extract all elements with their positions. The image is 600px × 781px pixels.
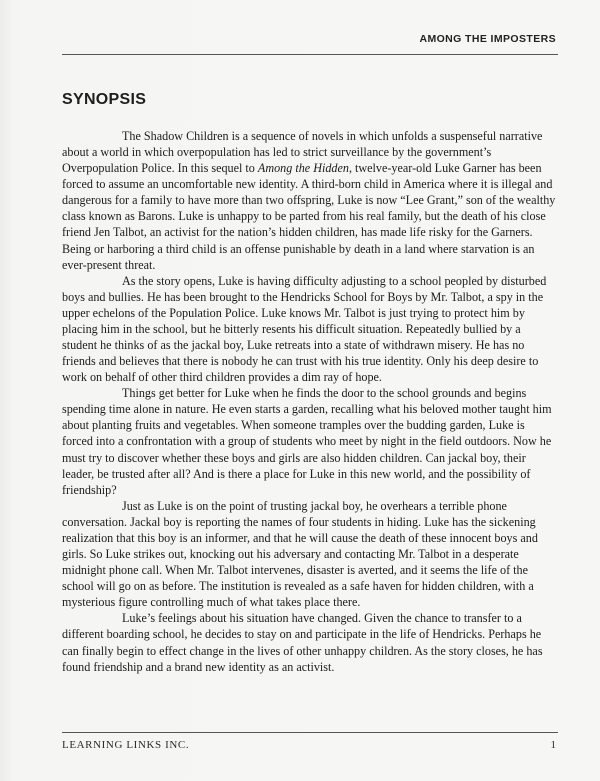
running-header: AMONG THE IMPOSTERS xyxy=(419,33,556,45)
paragraph-3: Things get better for Luke when he finds the door to the school grounds and begins spending time alone in nature. He even starts a garden, recalling what his beloved mother taught him about planting fruits and vegetables. When someone tramples over the budding garden, Luke is forced into a confrontation with a group of students who meet by night in the field outdoors. Now he must try to discover whether these boys and girls are also hidden children. Can jackal boy, their leader, be trusted after all? And is there a place for Luke in this new world, and the possibility of friendship? xyxy=(62,386,552,497)
book-title-italic: Among the Hidden xyxy=(257,161,349,176)
header-rule xyxy=(62,54,558,55)
section-heading: SYNOPSIS xyxy=(62,91,147,108)
paragraph-4: Just as Luke is on the point of trusting jackal boy, he overhears a terrible phone conversation. Jackal boy is reporting the names of four students in hiding. Luke has the sickening realization that this boy is an informer, and that he will cause the death of these innocent boys and girls. So Luke strikes out, knocking out his adversary and contacting Mr. Talbot in a desperate midnight phone call. When Mr. Talbot intervenes, disaster is averted, and it seems the life of the school will go on as before. The institution is revealed as a safe haven for hidden children, with a mysterious figure controlling much of what takes place there. xyxy=(62,498,538,610)
paragraph-1 xyxy=(62,128,556,273)
paragraph-5: Luke’s feelings about his situation have changed. Given the chance to transfer to a different boarding school, he decides to stay on and participate in the life of Hendricks. Perhaps he can finally begin to effect change in the lives of other unhappy children. As the story closes, he has found friendship and a brand new identity as an activist. xyxy=(62,611,543,674)
synopsis-body xyxy=(62,128,556,675)
footer-publisher: LEARNING LINKS INC. xyxy=(62,739,190,751)
page-number: 1 xyxy=(550,739,556,751)
footer-rule xyxy=(62,732,558,733)
paragraph-1-text-b: , twelve-year-old Luke Garner has been forced to assume an uncomfortable new identity. A third-born child in America where it is illegal and dangerous for a family to have more than two offspring, Luke is now “Lee Grant,” son of the wealthy class known as Barons. Luke is unhappy to be parted from his real family, but the death of his close friend Jen Talbot, an activist for the nation’s hidden children, has made life risky for the Garners. Being or harboring a third child is an offense punishable by death in a land where starvation is an ever-present threat. xyxy=(62,161,556,272)
paragraph-1-text-a: The Shadow Children is a sequence of novels in which unfolds a suspenseful narrative about a world in which overpopulation has led to strict surveillance by the government’s Overpopulation Police. In this sequel to xyxy=(62,129,543,176)
paragraph-2: As the story opens, Luke is having difficulty adjusting to a school peopled by disturbed boys and bullies. He has been brought to the Hendricks School for Boys by Mr. Talbot, a spy in the upper echelons of the Population Police. Luke knows Mr. Talbot is just trying to protect him by placing him in the school, but he bitterly resents his difficult situation. Repeatedly bullied by a student he thinks of as the jackal boy, Luke retreats into a state of withdrawn misery. He has no friends and believes that there is nobody he can trust with his true identity. Only his deep desire to work on behalf of other third children provides a dim ray of hope. xyxy=(62,273,547,385)
